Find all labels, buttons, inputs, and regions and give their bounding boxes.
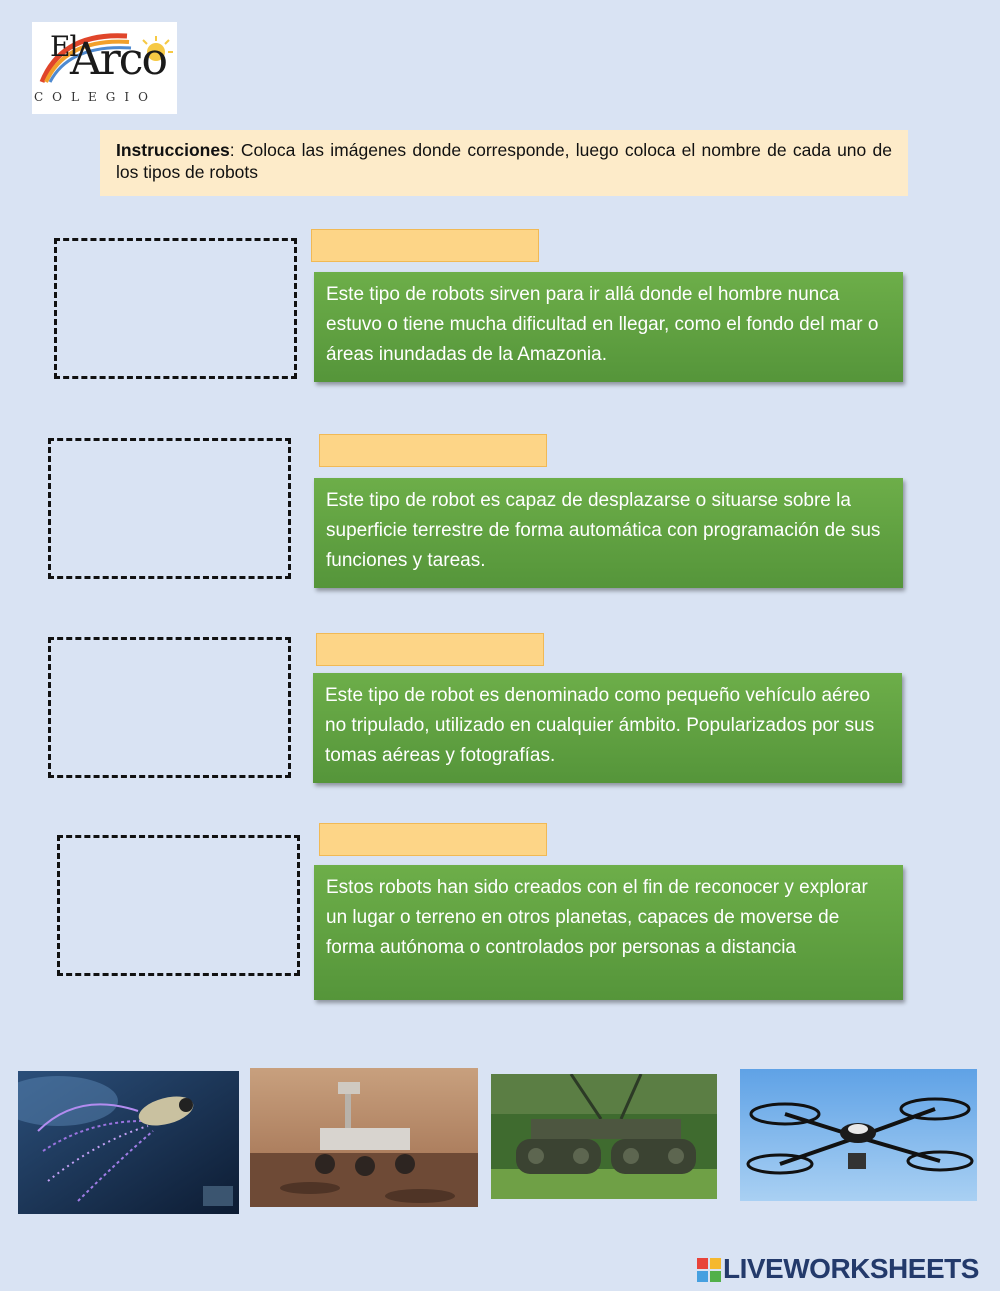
robot-name-input-3[interactable]: [316, 633, 544, 666]
description-card-2: Este tipo de robot es capaz de desplazarse o situarse sobre la superficie terrestre de forma automática con programación de sus funciones y tareas.: [314, 478, 903, 588]
instructions-label: Instrucciones: [116, 140, 230, 160]
liveworksheets-brand: LIVEWORKSHEETS: [723, 1253, 979, 1284]
mars-rover-image[interactable]: [250, 1068, 478, 1207]
robot-name-input-1[interactable]: [311, 229, 539, 262]
image-drop-zone-4[interactable]: [57, 835, 300, 976]
drone-image-graphic: [740, 1069, 977, 1201]
robot-name-input-4[interactable]: [319, 823, 547, 856]
mars-rover-image-graphic: [250, 1068, 478, 1207]
image-drop-zone-3[interactable]: [48, 637, 291, 778]
logo-arco-text: Arco: [70, 34, 166, 85]
liveworksheets-logo-icon: [697, 1258, 721, 1282]
description-card-4: Estos robots han sido creados con el fin de reconocer y explorar un lugar o terreno en otros planetas, capaces de moverse de forma autónoma o controlados por personas a distancia: [314, 865, 903, 1000]
tracked-ground-robot-image[interactable]: [491, 1074, 717, 1199]
logo-el-text: El: [50, 30, 78, 63]
underwater-robot-image[interactable]: [18, 1071, 239, 1214]
image-drop-zone-1[interactable]: [54, 238, 297, 379]
tracked-ground-robot-image-graphic: [491, 1074, 717, 1199]
image-drop-zone-2[interactable]: [48, 438, 291, 579]
description-card-3: Este tipo de robot es denominado como pequeño vehículo aéreo no tripulado, utilizado en cualquier ámbito. Popularizados por sus tomas aéreas y fotografías.: [313, 673, 902, 783]
instructions-text: : Coloca las imágenes donde corresponde, luego coloca el nombre de cada uno de los tipos de robots: [116, 140, 892, 182]
description-card-1: Este tipo de robots sirven para ir allá donde el hombre nunca estuvo o tiene mucha dificultad en llegar, como el fondo del mar o áreas inundadas de la Amazonia.: [314, 272, 903, 382]
drone-image[interactable]: [740, 1069, 977, 1201]
logo-colegio-text: COLEGIO: [34, 90, 157, 104]
robot-name-input-2[interactable]: [319, 434, 547, 467]
instructions-box: [100, 130, 908, 196]
underwater-robot-image-graphic: [18, 1071, 239, 1214]
school-logo: [32, 22, 177, 114]
